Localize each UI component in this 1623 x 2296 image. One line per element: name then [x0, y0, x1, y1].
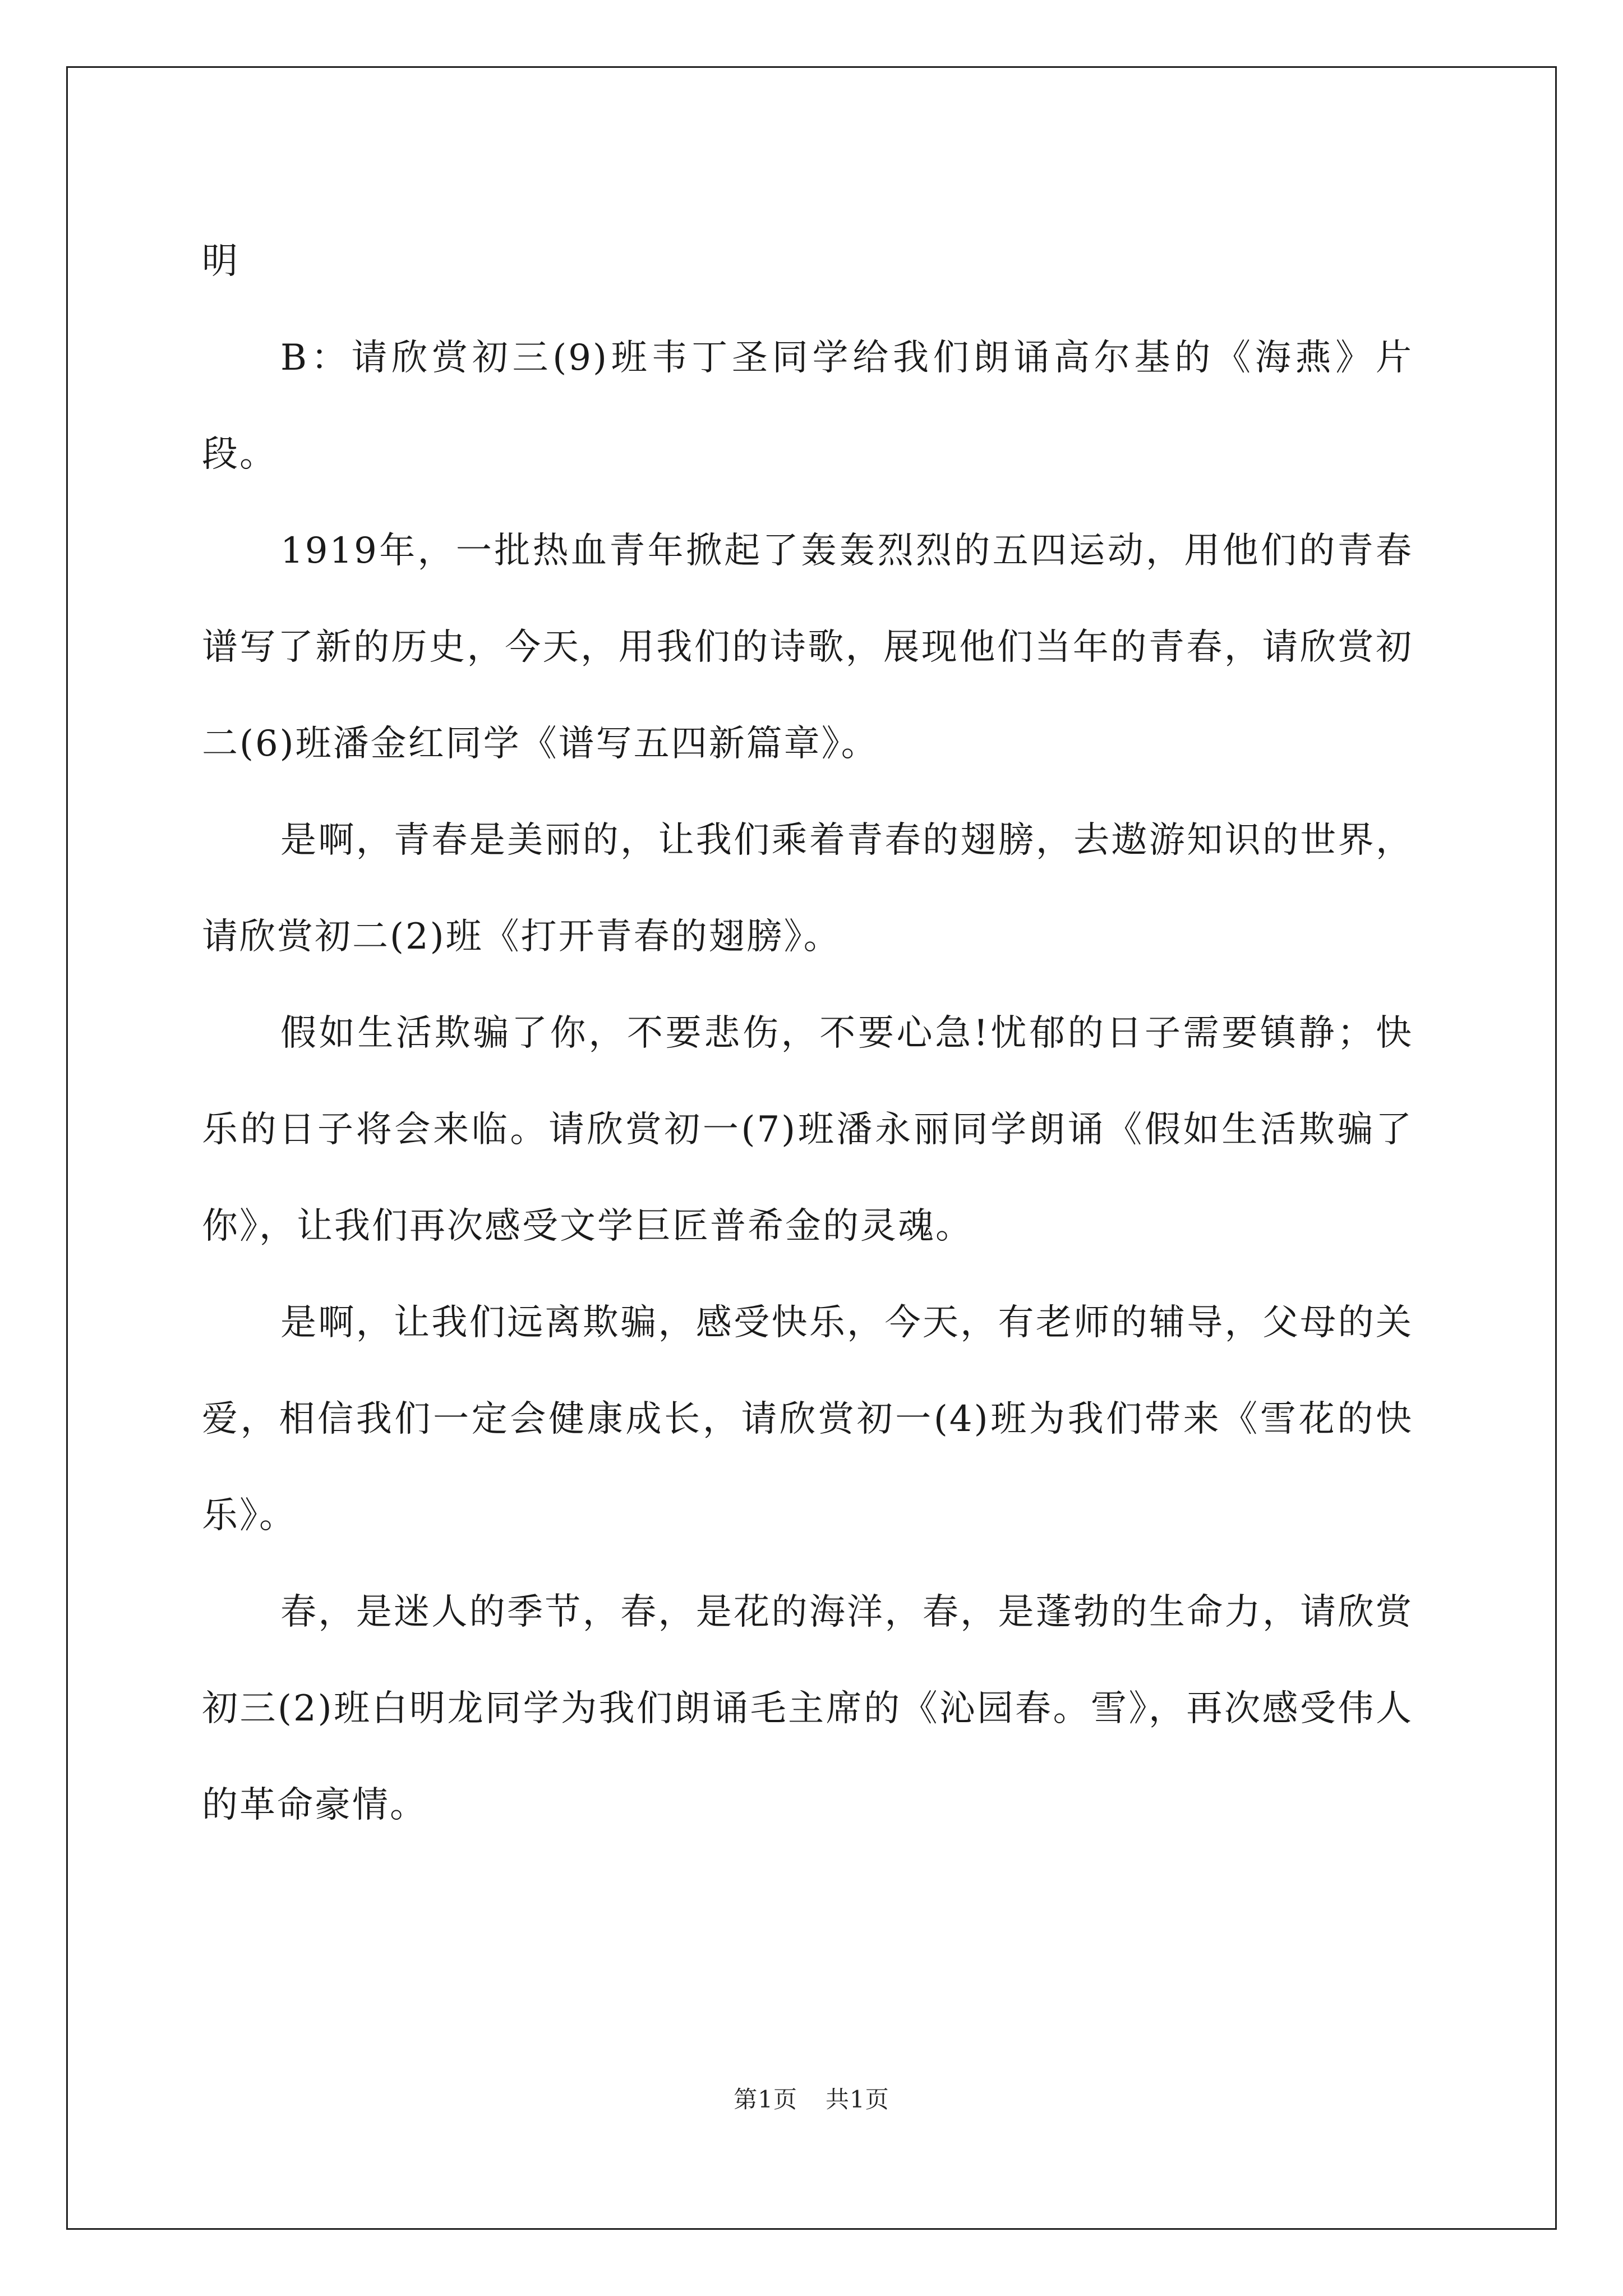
paragraph: B：请欣赏初三(9)班韦丁圣同学给我们朗诵高尔基的《海燕》片段。: [202, 337, 1413, 475]
paragraph: 明: [202, 241, 239, 282]
paragraph: 是啊，让我们远离欺骗，感受快乐，今天，有老师的辅导，父母的关爱，相信我们一定会健康成长，请欣赏初一(4)班为我们带来《雪花的快乐》。: [202, 1302, 1413, 1536]
document-body: [202, 213, 1413, 1853]
page-number-total: 共1页: [826, 2086, 889, 2113]
paragraph: 1919年，一批热血青年掀起了轰轰烈烈的五四运动，用他们的青春谱写了新的历史，今天，用我们的诗歌，展现他们当年的青春，请欣赏初二(6)班潘金红同学《谱写五四新篇章》。: [202, 530, 1413, 765]
paragraph: 春，是迷人的季节，春，是花的海洋，春，是蓬勃的生命力，请欣赏初三(2)班白明龙同学为我们朗诵毛主席的《沁园春。雪》，再次感受伟人的革命豪情。: [202, 1591, 1413, 1826]
page-footer: [0, 2081, 1623, 2115]
paragraph: 是啊，青春是美丽的，让我们乘着青春的翅膀，去遨游知识的世界，请欣赏初二(2)班《打开青春的翅膀》。: [202, 820, 1413, 958]
page-number-current: 第1页: [734, 2086, 797, 2113]
paragraph: 假如生活欺骗了你，不要悲伤，不要心急!忧郁的日子需要镇静；快乐的日子将会来临。请欣赏初一(7)班潘永丽同学朗诵《假如生活欺骗了你》，让我们再次感受文学巨匠普希金的灵魂。: [202, 1013, 1413, 1247]
